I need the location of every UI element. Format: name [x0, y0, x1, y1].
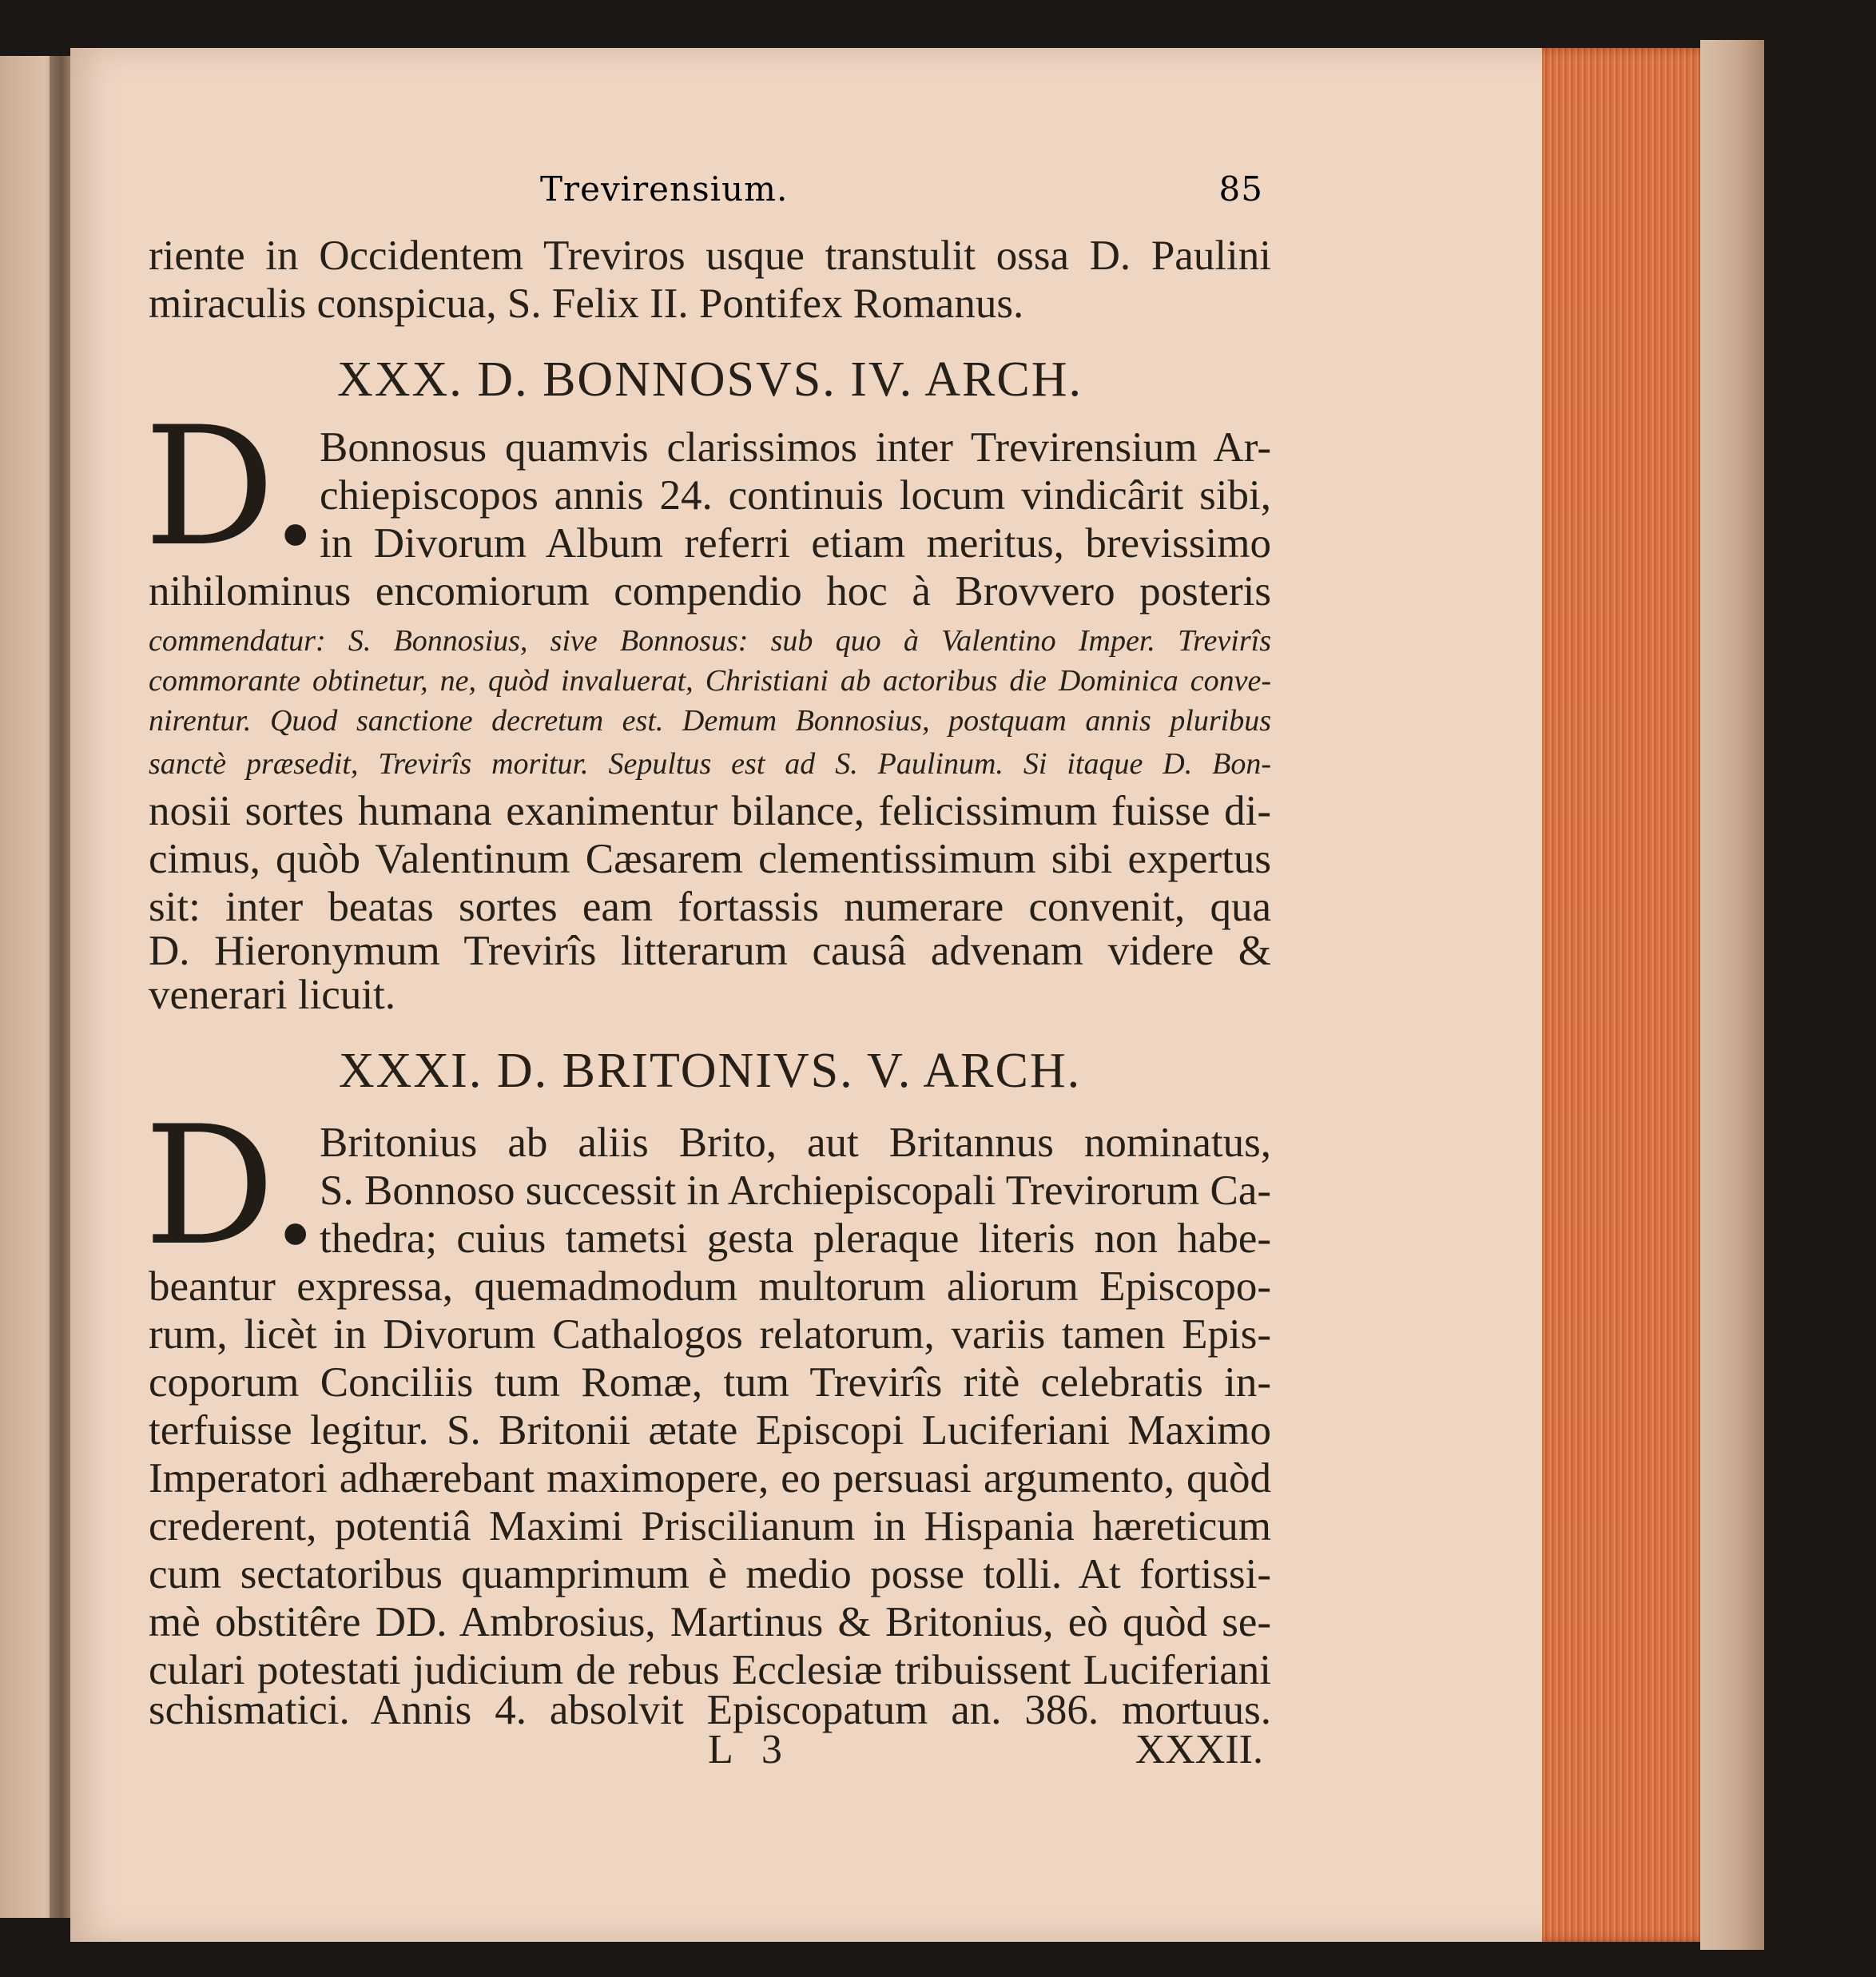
text-line: venerari licuit. [149, 972, 396, 1018]
text-line: commendatur: S. Bonnosius, sive Bonnosus: sub quo à Valentino Imper. Trevirîs [149, 624, 1271, 658]
text-line: miraculis conspicua, S. Felix II. Pontifex Romanus. [149, 280, 1024, 327]
text-line: Bonnosus quamvis clarissimos inter Trevirensium Ar- [320, 424, 1271, 471]
text-line: schismatici. Annis 4. absolvit Episcopatum an. 386. mortuus. [149, 1687, 1271, 1733]
text-line: beantur expressa, quemadmodum multorum aliorum Episcopo- [149, 1263, 1271, 1310]
drop-cap: D. [144, 392, 322, 583]
text-line: D. Hieronymum Trevirîs litterarum causâ advenam videre & [149, 928, 1271, 974]
signature-mark: L 3 [708, 1727, 792, 1772]
text-line: sanctè præsedit, Trevirîs moritur. Sepultus est ad S. Paulinum. Si itaque D. Bon- [149, 747, 1271, 781]
running-head [149, 160, 1271, 224]
text-line: crederent, potentiâ Maximi Priscilianum in Hispania hæreticum [149, 1503, 1271, 1549]
text-line: cum sectatoribus quamprimum è medio posse tolli. At fortissi- [149, 1551, 1271, 1597]
text-line: riente in Occidentem Treviros usque transtulit ossa D. Paulini [149, 233, 1271, 279]
text-line: nirentur. Quod sanctione decretum est. Demum Bonnosius, postquam annis pluribus [149, 704, 1271, 738]
text-line: mè obstitêre DD. Ambrosius, Martinus & Britonius, eò quòd se- [149, 1599, 1271, 1645]
page-footer [149, 1726, 1271, 1782]
text-line: coporum Conciliis tum Romæ, tum Trevirîs ritè celebratis in- [149, 1359, 1271, 1406]
text-line: cimus, quòb Valentinum Cæsarem clementissimum sibi expertus [149, 836, 1271, 882]
book-cover-edge [1700, 40, 1764, 1950]
text-line: chiepiscopos annis 24. continuis locum vindicârit sibi, [320, 472, 1271, 519]
page-number: 85 [1218, 169, 1263, 209]
text-line: nosii sortes humana exanimentur bilance, felicissimum fuisse di- [149, 788, 1271, 834]
text-line: Imperatori adhærebant maximopere, eo persuasi argumento, quòd [149, 1455, 1271, 1502]
text-line: rum, licèt in Divorum Cathalogos relatorum, variis tamen Epis- [149, 1311, 1271, 1358]
running-head-title: Trevirensium. [540, 169, 789, 209]
text-line: nihilominus encomiorum compendio hoc à Brovvero posteris [149, 568, 1271, 615]
text-line: in Divorum Album referri etiam meritus, brevissimo [320, 520, 1271, 567]
text-line: thedra; cuius tametsi gesta pleraque literis non habe- [320, 1215, 1271, 1262]
text-line: sit: inter beatas sortes eam fortassis numerare convenit, qua [149, 884, 1271, 930]
text-line: terfuisse legitur. S. Britonii ætate Episcopi Luciferiani Maximo [149, 1407, 1271, 1454]
drop-cap: D. [144, 1092, 322, 1282]
text-line: culari potestati judicium de rebus Ecclesiæ tribuissent Luciferiani [149, 1647, 1271, 1693]
text-line: S. Bonnoso successit in Archiepiscopali Trevirorum Ca- [320, 1168, 1271, 1214]
catchword: XXXII. [1135, 1727, 1263, 1772]
section-heading: XXXI. D. BRITONIVS. V. ARCH. [338, 1044, 1082, 1098]
text-line: commorante obtinetur, ne, quòd invaluerat, Christiani ab actoribus die Dominica conve- [149, 664, 1271, 698]
page-block-edge [1542, 48, 1710, 1942]
text-line: Britonius ab aliis Brito, aut Britannus nominatus, [320, 1120, 1271, 1166]
section-heading: XXX. D. BONNOSVS. IV. ARCH. [336, 352, 1083, 407]
